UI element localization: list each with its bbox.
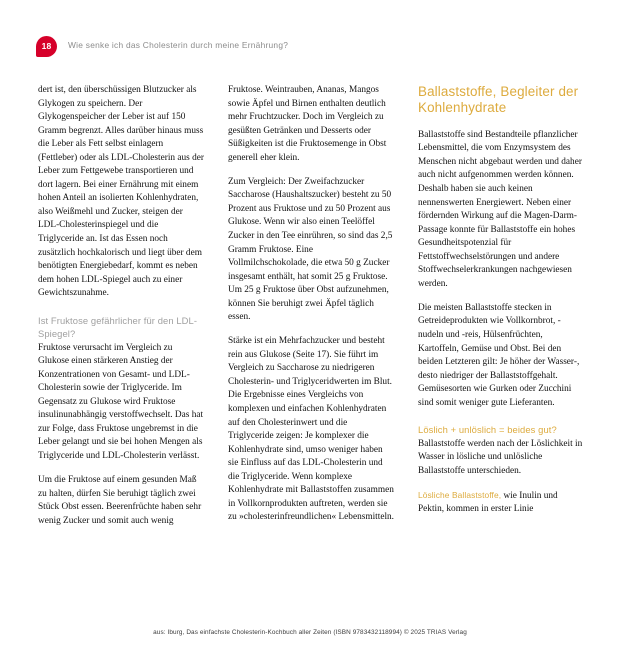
text-column-1 bbox=[38, 84, 204, 604]
paragraph: dert ist, den überschüssigen Blutzucker als Glykogen zu speichern. Der Glykogenspeicher der Leber ist auf 150 Gramm begrenzt. Alles darüber hinaus muss die Leber als Fett selbst einlagern (Fettleber) oder als LDL-Cholesterin aus der Leber zum Fettgewebe transportieren und dort lagern. Bei einer Ernährung mit einem hohen Anteil an isolierten Kohlenhydraten, also Weißmehl und Zucker, steigen der LDL-Cholesterinspiegel und die Triglyceride an. Ist das Essen noch zusätzlich hochkalorisch und liegt über dem benötigten Energiebedarf, kommt es neben dem hohen LDL-Spiegel auch zu einer Gewichtszunahme. bbox=[38, 85, 204, 299]
page-number: 18 bbox=[41, 41, 52, 52]
page-number-badge bbox=[36, 36, 57, 57]
subheading-fruktose: Ist Fruktose gefährlicher für den LDL-Spiegel? bbox=[38, 314, 198, 340]
paragraph: Um die Fruktose auf einem gesunden Maß zu halten, dürfen Sie beruhigt täglich zwei Stück Obst essen. Beerenfrüchte haben sehr wenig Zucker und somit auch wenig bbox=[38, 474, 202, 526]
paragraph: Ballaststoffe werden nach der Löslichkeit in Wasser in lösliche und unlösliche Ballaststoffe unterschieden. bbox=[418, 438, 583, 476]
paragraph: Zum Vergleich: Der Zweifachzucker Saccharose (Haushaltszucker) besteht zu 50 Prozent aus Fruktose und zu 50 Prozent aus Glukose. Wenn wir also einen Teelöffel Zucker in den Tee einrühren, so sind das 2,5 Gramm Fruktose. Eine Vollmilchschokolade, die etwa 50 g Zucker insgesamt enthält, hat somit 25 g Fruktose. Um 25 g Fruktose über Obst aufzunehmen, können Sie beruhigt zwei Äpfel täglich essen. bbox=[228, 176, 393, 323]
article-columns bbox=[38, 84, 584, 604]
source-credit: aus: Iburg, Das einfachste Cholesterin-Kochbuch aller Zeiten (ISBN 9783432118994) © 2025 TRIAS Verlag bbox=[153, 629, 467, 636]
subheading-loeslich-unloeslich: Löslich + unlöslich = beides gut? bbox=[418, 424, 557, 436]
paragraph: Ballaststoffe sind Bestandteile pflanzlicher Lebensmittel, die vom Enzymsystem des Menschen nicht abgebaut werden und daher auch nicht aufgenommen werden können. Deshalb haben sie auch keinen nennenswerten Energiewert. Neben einer fördernden Wirkung auf die Magen-Darm-Passage konnte für Ballaststoffe ein hohes Gesundheitspotenzial für Fettstoffwechselstörungen und andere Stoffwechselerkrankungen nachgewiesen werden. bbox=[418, 129, 582, 289]
paragraph: Fruktose. Weintrauben, Ananas, Mangos sowie Äpfel und Birnen enthalten deutlich mehr Fruchtzucker. Doch im Vergleich zu gesüßten Getränken und Desserts oder Süßigkeiten ist die Fruktosemenge in Obst generell eher klein. bbox=[228, 85, 387, 163]
running-title: Wie senke ich das Cholesterin durch meine Ernährung? bbox=[68, 40, 289, 50]
paragraph: Fruktose verursacht im Vergleich zu Glukose einen stärkeren Anstieg der Konzentrationen von Gesamt- und LDL-Cholesterin sowie der Triglyceride. Im Gegensatz zu Glukose wird Fruktose insulinunabhängig verstoffwechselt. Das hat zur Folge, dass Fruktose ungebremst in die Leber gelangt und sie bei hohen Mengen als Triglyceride und LDL-Cholesterin verlässt. bbox=[38, 342, 204, 461]
paragraph: Die meisten Ballaststoffe stecken in Getreideprodukten wie Vollkornbrot, -nudeln und -reis, Hülsenfrüchten, Kartoffeln, Gemüse und Obst. Bei den beiden Letzteren gilt: Je höher der Wasser-, desto niedriger der Ballaststoffgehalt. Gemüsesorten wie Gurken oder Zucchini sind somit weniger gute Lieferanten. bbox=[418, 302, 580, 408]
paragraph-with-lead-in bbox=[418, 489, 584, 517]
text-column-3 bbox=[418, 84, 584, 604]
section-heading-ballaststoffe: Ballaststoffe, Begleiter der Kohlenhydrate bbox=[418, 84, 579, 116]
paragraph: Stärke ist ein Mehrfachzucker und besteht rein aus Glukose (Seite 17). Sie führt im Vergleich zu Saccharose zu niedrigeren Cholesterin- und Triglyceridwerten im Blut. Die Ergebnisse eines Vergleichs von komplexen und einfachen Kohlenhydraten auf den Cholesterinwert und die Triglyceride zeigen: Je komplexer die Kohlenhydrate sind, umso weniger haben sie Einfluss auf das LDL-Cholesterin und die Triglyceride. Wenn komplexe Kohlenhydrate mit Ballaststoffen zusammen in Vollkornprodukten auftreten, werden sie zu »cholesterinfreundlichen« Lebensmitteln. bbox=[228, 336, 394, 523]
page-footer bbox=[0, 621, 620, 639]
paragraph-remainder: wie Inulin und Pektin, kommen in erster Linie bbox=[418, 490, 558, 515]
lead-in-loesliche-ballaststoffe: Lösliche Ballaststoffe, bbox=[418, 489, 502, 500]
page-header bbox=[0, 0, 620, 72]
text-column-2 bbox=[228, 84, 394, 604]
